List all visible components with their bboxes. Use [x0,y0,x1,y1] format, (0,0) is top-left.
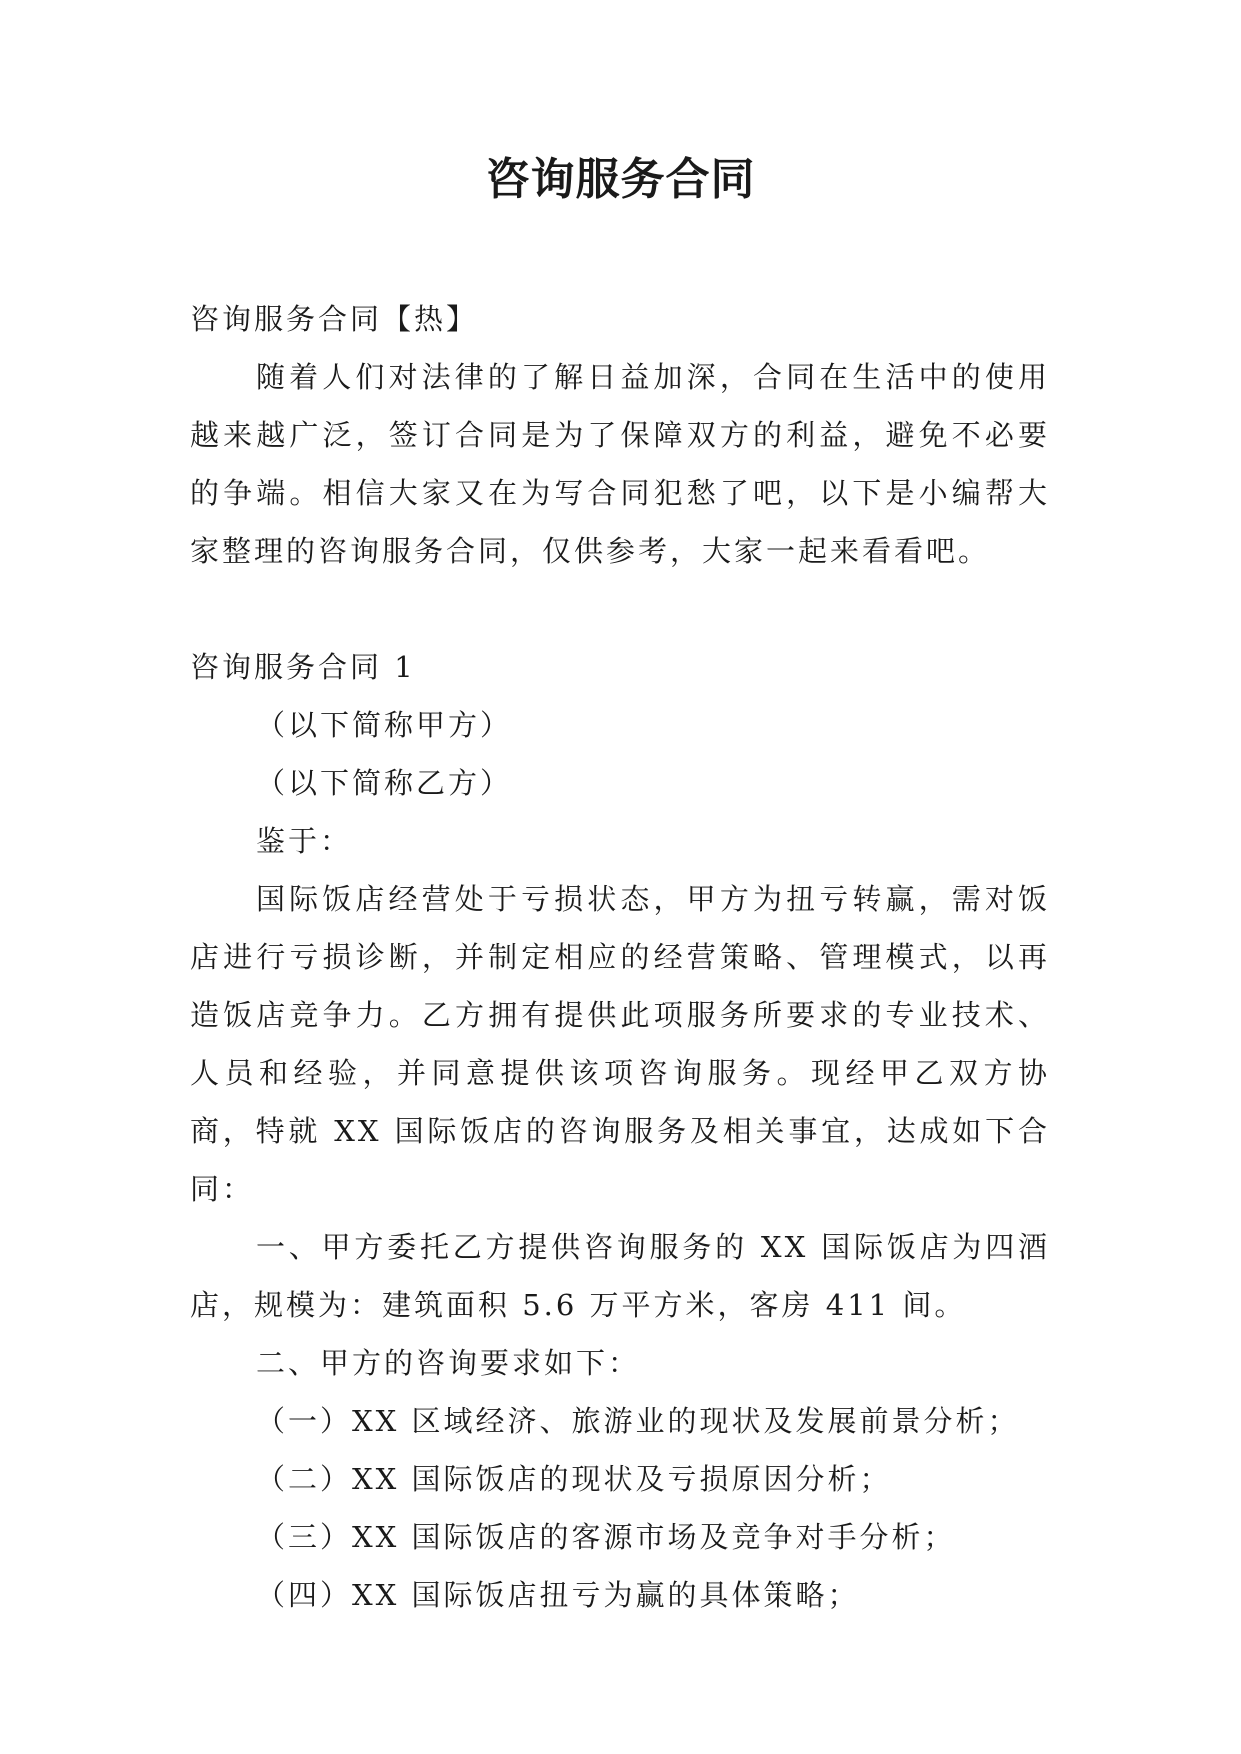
section-title: 咨询服务合同 1 [190,650,416,684]
party-a-line: （以下简称甲方） [256,708,513,742]
list-item: （四）XX 国际饭店扭亏为赢的具体策略； [256,1578,860,1612]
clause-2: 二、甲方的咨询要求如下： [256,1346,641,1380]
document-title: 咨询服务合同 [485,154,756,205]
list-item: （二）XX 国际饭店的现状及亏损原因分析； [256,1462,892,1496]
list-item: （一）XX 区域经济、旅游业的现状及发展前景分析； [256,1404,1020,1438]
whereas-line: 鉴于： [256,824,353,858]
background-paragraph: 国际饭店经营处于亏损状态，甲方为扭亏转赢，需对饭店进行亏损诊断，并制定相应的经营策略、管理模式，以再造饭店竞争力。乙方拥有提供此项服务所要求的专业技术、人员和经验，并同意提供该项咨询服务。现经甲乙双方协商，特就 XX 国际饭店的咨询服务及相关事宜，达成如下合同： [190,882,1050,1206]
clause-1: 一、甲方委托乙方提供咨询服务的 XX 国际饭店为四酒店，规模为：建筑面积 5.6 万平方米，客房 411 间。 [190,1230,1050,1322]
list-item: （三）XX 国际饭店的客源市场及竞争对手分析； [256,1520,956,1554]
intro-paragraph: 随着人们对法律的了解日益加深，合同在生活中的使用越来越广泛，签订合同是为了保障双方的利益，避免不必要的争端。相信大家又在为写合同犯愁了吧，以下是小编帮大家整理的咨询服务合同，仅供参考，大家一起来看看吧。 [190,360,1050,568]
paragraph-gap [190,580,1050,638]
document-body [190,290,1050,1624]
party-b-line: （以下简称乙方） [256,766,513,800]
document-heading: 咨询服务合同【热】 [190,302,479,336]
